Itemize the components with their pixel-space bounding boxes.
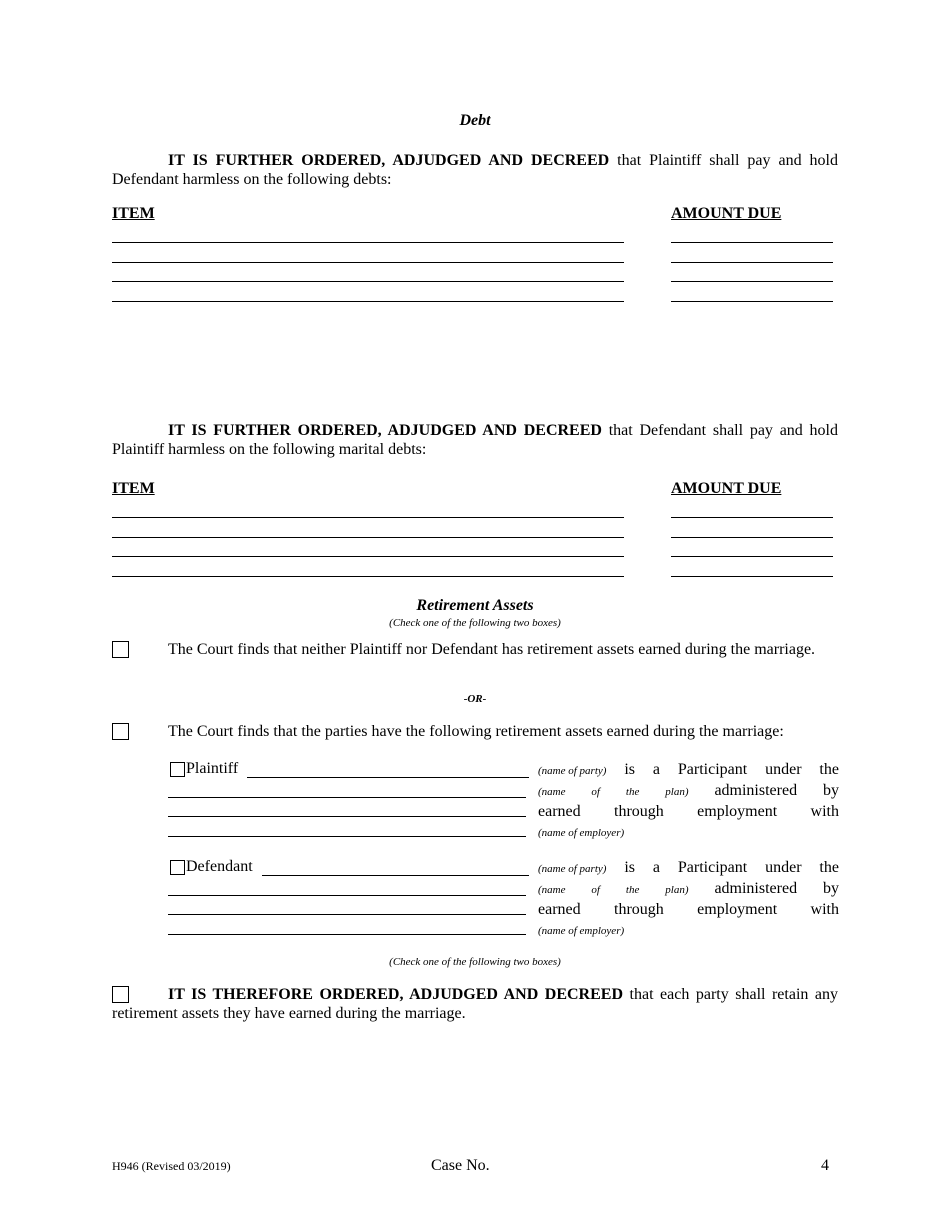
amount-line[interactable]	[671, 537, 833, 538]
option-text: The Court finds that neither Plaintiff nor Defendant has retirement assets earned during the marriage.	[168, 641, 816, 658]
hint-text: plan)	[665, 786, 689, 798]
amount-line[interactable]	[671, 301, 833, 302]
order-text: that Plaintiff shall pay and hold Defendant harmless on the following debts:	[112, 152, 838, 188]
item-line[interactable]	[112, 242, 624, 243]
therefore-order	[112, 985, 838, 1023]
hint-text: the	[625, 884, 640, 896]
hint-text: (name of party)	[538, 863, 607, 875]
hint-text: plan)	[665, 884, 689, 896]
amount-due-column-header: AMOUNT DUE	[671, 205, 782, 222]
word: with	[810, 803, 839, 820]
word: earned	[538, 901, 581, 918]
plaintiff-name-line[interactable]	[247, 777, 529, 778]
order-text: that each party shall retain any retirement assets they have earned during the marriage.	[112, 986, 838, 1022]
defendant-label: Defendant	[186, 858, 253, 875]
word: the	[819, 859, 839, 876]
defendant-plan-checkbox[interactable]	[170, 860, 185, 875]
check-instruction: (Check one of the following two boxes)	[389, 956, 561, 968]
word: a	[652, 859, 660, 876]
word: through	[614, 901, 664, 918]
plan-line[interactable]	[168, 836, 526, 837]
word: a	[652, 761, 660, 778]
order-bold-text: IT IS FURTHER ORDERED, ADJUDGED AND DECREED	[168, 422, 602, 439]
item-line[interactable]	[112, 517, 624, 518]
hint-text: of	[591, 884, 600, 896]
hint-text: of	[591, 786, 600, 798]
has-retirement-option: The Court finds that the parties have the following retirement assets earned during the marriage:	[168, 723, 784, 740]
item-column-header: ITEM	[112, 205, 155, 222]
order-bold-text: IT IS THEREFORE ORDERED, ADJUDGED AND DECREED	[168, 986, 624, 1003]
item-line[interactable]	[112, 537, 624, 538]
section-heading-retirement: Retirement Assets	[416, 597, 534, 614]
defendant-participant-text	[538, 858, 839, 941]
hint-text: the	[625, 786, 640, 798]
item-line[interactable]	[112, 281, 624, 282]
defendant-name-line[interactable]	[262, 875, 529, 876]
plaintiff-debt-order	[112, 151, 838, 189]
item-column-header: ITEM	[112, 480, 155, 497]
amount-line[interactable]	[671, 262, 833, 263]
word: under	[765, 859, 802, 876]
word: employment	[697, 803, 778, 820]
word: by	[823, 782, 839, 799]
form-identifier: H946 (Revised 03/2019)	[112, 1159, 231, 1173]
word: through	[614, 803, 664, 820]
order-bold-text: IT IS FURTHER ORDERED, ADJUDGED AND DECREED	[168, 152, 610, 169]
item-line[interactable]	[112, 556, 624, 557]
plan-line[interactable]	[168, 797, 526, 798]
item-line[interactable]	[112, 262, 624, 263]
amount-due-column-header: AMOUNT DUE	[671, 480, 782, 497]
amount-line[interactable]	[671, 242, 833, 243]
word: Participant	[677, 859, 748, 876]
word: Participant	[677, 761, 748, 778]
amount-line[interactable]	[671, 556, 833, 557]
hint-text: (name of employer)	[538, 925, 625, 937]
hint-text: (name	[538, 884, 566, 896]
word: under	[765, 761, 802, 778]
amount-line[interactable]	[671, 576, 833, 577]
case-number-label: Case No.	[431, 1157, 490, 1174]
amount-line[interactable]	[671, 281, 833, 282]
plaintiff-participant-text	[538, 760, 839, 843]
plan-line[interactable]	[168, 914, 526, 915]
word: is	[624, 761, 635, 778]
word: administered	[714, 782, 798, 799]
word: with	[810, 901, 839, 918]
check-instruction: (Check one of the following two boxes)	[389, 617, 561, 629]
word: is	[624, 859, 635, 876]
or-separator: -OR-	[463, 693, 487, 705]
section-heading-debt: Debt	[459, 112, 491, 129]
item-line[interactable]	[112, 576, 624, 577]
word: earned	[538, 803, 581, 820]
hint-text: (name of party)	[538, 765, 607, 777]
defendant-debt-order	[112, 421, 838, 459]
plaintiff-plan-checkbox[interactable]	[170, 762, 185, 777]
plaintiff-label: Plaintiff	[186, 760, 239, 777]
has-retirement-checkbox[interactable]	[112, 723, 129, 740]
item-line[interactable]	[112, 301, 624, 302]
word: by	[823, 880, 839, 897]
hint-text: (name	[538, 786, 566, 798]
amount-line[interactable]	[671, 517, 833, 518]
page-number: 4	[821, 1157, 829, 1174]
word: the	[819, 761, 839, 778]
word: employment	[697, 901, 778, 918]
word: administered	[714, 880, 798, 897]
plan-line[interactable]	[168, 934, 526, 935]
plan-line[interactable]	[168, 816, 526, 817]
hint-text: (name of employer)	[538, 827, 625, 839]
plan-line[interactable]	[168, 895, 526, 896]
no-retirement-option	[112, 640, 838, 659]
order-text: that Defendant shall pay and hold Plaintiff harmless on the following marital debts:	[112, 422, 838, 458]
